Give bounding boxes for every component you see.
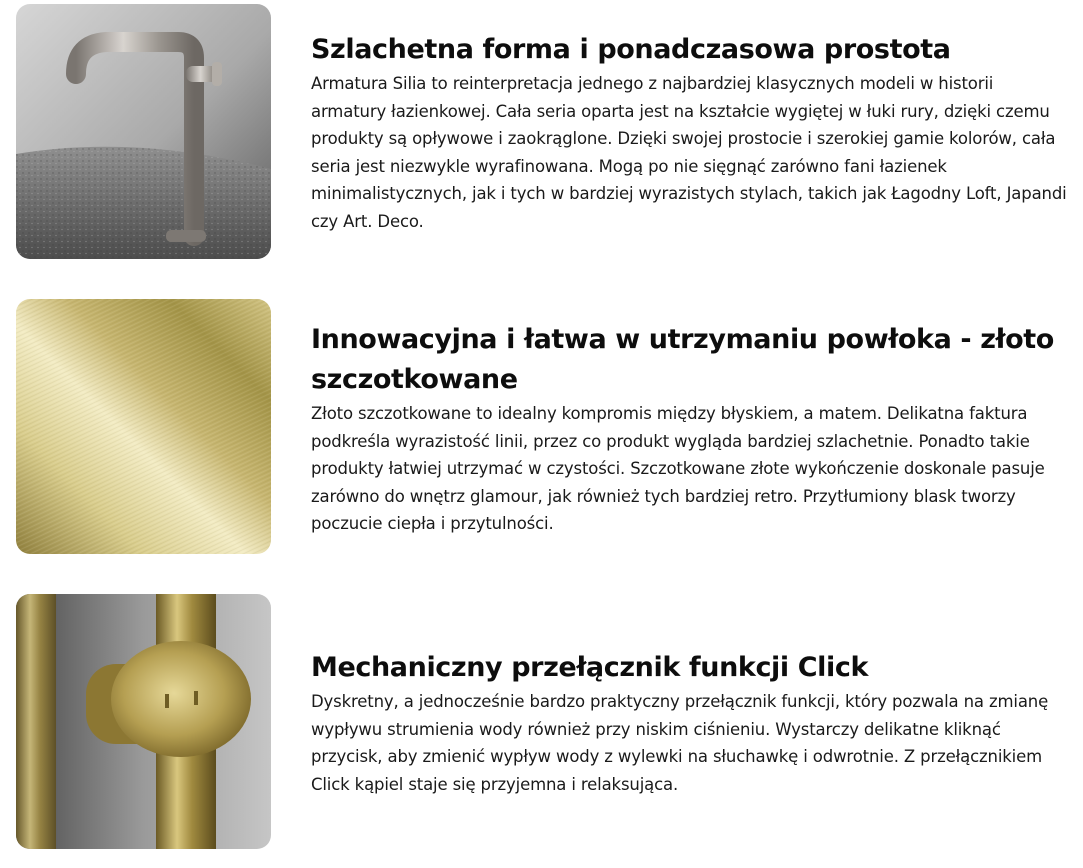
feature-description: Dyskretny, a jednocześnie bardzo praktyczny przełącznik funkcji, który pozwala na zmianę wypływu strumienia wody również przy niskim ciśnieniu. Wystarczy delikatne kliknąć przycisk, aby zmienić wypływ wody z wylewki na słuchawkę i odwrotnie. Z przełącznikiem Click kąpiel staje się przyjemna i relaksująca. xyxy=(311,692,1049,794)
feature-title: Szlachetna forma i ponadczasowa prostota xyxy=(311,34,951,65)
feature-title: Mechaniczny przełącznik funkcji Click xyxy=(311,652,869,683)
brushed-gold-texture-image xyxy=(16,299,271,554)
silver-basin-faucet-image xyxy=(16,4,271,259)
feature-description: Armatura Silia to reinterpretacja jednego z najbardziej klasycznych modeli w historii armatury łazienkowej. Cała seria oparta jest na kształcie wygiętej w łuki rury, dzięki czemu produkty są opływowe i zaokrąglone. Dzięki swojej prostocie i szerokiej gamie kolorów, cała seria jest niezwykle wyrafinowana. Mogą po nie sięgnąć zarówno fani łazienek minimalistycznych, jak i tych w bardziej wyrazistych stylach, takich jak Łagodny Loft, Japandi czy Art. Deco. xyxy=(311,74,1067,231)
feature-title: Innowacyjna i łatwa w utrzymaniu powłoka - złoto szczotkowane xyxy=(311,324,1054,395)
gold-click-switch-image xyxy=(16,594,271,849)
feature-description: Złoto szczotkowane to idealny kompromis między błyskiem, a matem. Delikatna faktura podkreśla wyrazistość linii, przez co produkt wygląda bardziej szlachetnie. Ponadto takie produkty łatwiej utrzymać w czystości. Szczotkowane złote wykończenie doskonale pasuje zarówno do wnętrz glamour, jak również tych bardziej retro. Przytłumiony blask tworzy poczucie ciepła i przytulności. xyxy=(311,404,1045,533)
